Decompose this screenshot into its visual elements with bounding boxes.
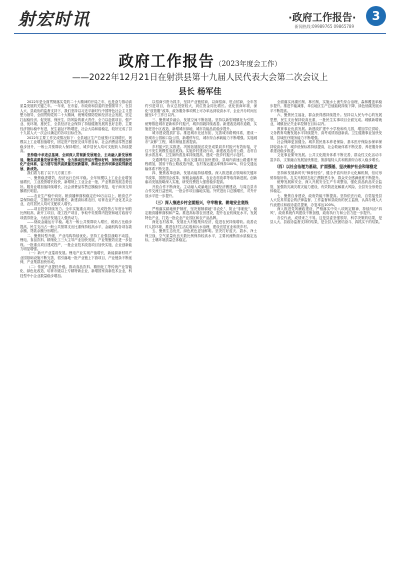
paragraph: 文化事业繁荣发展。公共文化服务体系不断完善，群众性文化活动丰富多彩，文旅融合发展加快推进，旅游接待人次和旅游综合收入稳步增长。	[270, 153, 382, 162]
paragraph: 五、聚焦生态优先，绿色底色更加鲜明。坚决打好蓝天、碧水、净土保卫战，空气质量优良天数比例保持较高水平，主要河流断面水质稳定达标，土壤环境质量总体稳定。	[145, 229, 257, 243]
paragraph: 2022年主要工作完成情况如下：全县地区生产总值预计实现增长，规模以上工业增加值增长，固定资产投资完成年度目标，社会消费品零售总额稳步回升，一般公共预算收入保持增长，城乡居民人均可支配收入持续提高。	[20, 135, 132, 153]
paragraph: 四、聚焦改革创新，发展动能持续增强。深入推进重点领域和关键环节改革，国资国企改革、财税金融改革、农业农村改革等取得新进展。创新驱动发展战略深入实施，研发经费投入强度稳步提高。	[145, 171, 257, 185]
paragraph: 七、聚焦自身建设，政府效能不断提高。坚持依法行政，自觉接受县人大及其常委会的法律监督、工作监督和县政协的民主监督，认真办理人大代表建议和政协委员提案，办复率达100%。	[270, 193, 382, 207]
paragraph: 教育事业优质发展。新建改扩建中小学校和幼儿园，增加学位供给，义务教育均衡发展水平持续提升，高考成绩再创新高。卫生健康事业加快发展，县域医疗服务能力不断增强。	[270, 126, 382, 140]
paragraph: 2022年是全面贯彻落实党的二十大精神的开局之年，也是奋力推动高质量发展的关键之年。一年来，在市委、市政府和县委的坚强领导下，在县人大、县政协的监督支持下，我们坚持以习近平新时代中国特色社会主义思想为指导，全面贯彻党的二十大精神，统筹疫情防控和经济社会发展，坚定扛起稳经济、促发展、保民生、防风险的重大责任，全力以赴抓项目、强产业、优环境、惠民生，全县经济社会保持了持续健康发展的良好态势，主要经济指标稳中有进，民生福祉不断增进，社会大局和谐稳定，较好完成了县十九届人大一次会议确定的各项目标任务。	[20, 100, 132, 136]
paragraph: 以招商引资为抓手，坚持产业链招商、以商招商、驻点招商，全年签约引进项目，协议总投资较大，到位资金同比增长。优化营商环境，深化“放管服”改革，政务服务事项网上可办率达到较高水平，企业开办时间压缩至1个工作日以内。	[145, 100, 257, 118]
report-title-text: 政府工作报告	[118, 52, 215, 70]
paragraph: 我们着力抓了以下几方面工作：	[27, 171, 75, 176]
article-column-3	[270, 100, 382, 550]
paragraph: 深化农村改革，发展壮大村级集体经济，促进农民持续增收。改善农村人居环境，推进农村生活垃圾和污水治理，建设宜居宜业和美乡村。	[145, 220, 257, 229]
report-byline: 县长 杨军佳	[178, 86, 222, 96]
article-column-1	[20, 100, 132, 550]
article-body	[20, 100, 382, 550]
paragraph: 开放合作不断深化。主动融入成渝地区双城经济圈建设，与周边县市合作交流日益密切，一批合作项目落地实施。外贸进出口总额增长，对外开放水平进一步提升。	[145, 184, 257, 198]
page-number-badge: 3	[366, 6, 386, 26]
paragraph: 二、聚焦转型升级，产业结构持续优化。坚持工业强县战略不动摇，锂电、食品饮料、精细化工三大主导产业加快发展，产业集聚效应进一步显现。一批重点项目建成投产，一批企业技术改造项目加快实施，企业创新能力明显增强。	[20, 233, 132, 251]
section-heading: （三）深入推进乡村全面振兴，守牢粮食、耕地安全底线	[153, 199, 249, 205]
paragraph: 六、聚焦民生福祉，群众获得感持续提升。坚持以人民为中心的发展思想，民生支出保持较高比重，一批民生实事项目全面完成。城镇新增就业，城镇登记失业率控制在目标以内。	[270, 113, 382, 127]
issue-info: 新闻热线:09989765 09865789	[294, 24, 354, 29]
paragraph: 坚持和发展新时代“枫桥经验”，健全矛盾纠纷多元化解机制，信访形势持续好转。扎实开展常态化扫黑除恶斗争，群众安全感满意度不断提升。	[270, 171, 382, 180]
paragraph: 社会保障更加健全。城乡居民基本养老保险、基本医疗保险参保率保持较高水平，城乡低保标准持续提高，社会救助体系不断完善，养老服务体系建设稳步推进。	[270, 140, 382, 153]
section-heading: （四）以社会治理为基础，扩面强基，坚决维护社会和谐稳定	[274, 164, 378, 170]
report-title	[0, 50, 400, 71]
report-subtitle: ——2022年12月21日在射洪县第十九届人民代表大会第二次会议上	[72, 73, 328, 83]
section-tag: ·政府工作报告·	[288, 13, 356, 24]
paragraph: 三、聚焦城乡融合，发展空间不断拓展。坚持以新型城镇化为引领，统筹推进城市更新和乡村振兴，城乡面貌持续改善。新建改造城市道路，实施老旧小区改造，新增城市绿地，城市功能品质稳步提升。	[145, 117, 257, 131]
paragraph: 深入推进党风廉政建设，严格落实中央八项规定精神，持续纠治“四风”，政府系统作风建设不断加强，政府执行力和公信力进一步提升。	[270, 206, 382, 216]
masthead	[0, 0, 400, 34]
paragraph: （二）传统产业提档升级。推动食品饮料、精细化工等传统产业智能化、绿色化改造，培育市级以上专精特新企业，新增国家高新技术企业，科技型中小企业数量稳步增加。	[20, 264, 132, 278]
article-column-2	[145, 100, 257, 550]
masthead-brand: 射宏时讯	[18, 10, 90, 30]
paragraph: 乡村振兴扎实推进。巩固拓展脱贫攻坚成果同乡村振兴有效衔接，守住不发生规模性返贫底线。实施乡村建设行动，新建改造农村公路，农村自来水普及率、卫生厕所普及率持续提高，建成一批乡村振兴示范村。	[145, 144, 257, 158]
paragraph: 城市建设提质扩容。推进城市北延东拓，完善城市路网体系，建成一批城市公园和口袋公园，新增停车位，城市综合承载能力不断增强。实施城市“双修”工程，城市颜值显著提高。	[145, 131, 257, 145]
paragraph: 全面落实河湖长制、林长制，实施水土流失综合治理，森林覆盖率稳步提升。推进节能减排，单位地区生产总值能耗持续下降，绿色低碳发展水平不断提高。	[270, 100, 382, 113]
paragraph: ——财政金融运行平稳。地方一般公共预算收入增长，税收占比稳步提高，民生支出占一般公共预算支出比重保持较高水平，金融机构各项存款余额、贷款余额分别增长。	[20, 220, 132, 234]
paragraph: 坚持稳中求进总基调，全面深入贯彻新发展理念，主动融入新发展格局，聚焦高质量发展首要任务，全力推动经济运行整体好转，加快建设现代化产业体系，奋力谱写射洪高质量发展新篇章，推动全县各项事业取得新进展、新成效。	[20, 153, 132, 171]
paragraph: ——项目投资持续发力。全年实施重点项目，完成投资占年度计划的比例较高，新开工项目，竣工投产项目，争取中央预算内投资和地方政府专项债券资金，为经济发展注入强劲动力。	[20, 206, 132, 220]
paragraph: 一、聚焦稳进增效，经济运行总体平稳。全年规模以上工业企业增加值增长，工业投资增长较快，新增规上工业企业一批，产业集群发展态势良好。服务业增加值持续增长，社会消费品零售总额稳步恢复，电子商务交易额增长明显。	[20, 175, 132, 194]
paragraph: 严格落实耕地保护制度，坚决遏制耕地“非农化”、防止“非粮化”，稳定粮食播种面积和产量。推进高标准农田建设，提升农业机械化水平。发展特色产业，打造一批农业产业园区和农产品品牌。	[145, 206, 257, 220]
paragraph: （一）新兴产业蓬勃发展。锂电产业实现产值增长，新能源新材料产业园基础设施不断完善，招引落地一批产业链上下游项目，产业链条不断延伸，产业集群加快形成。	[20, 251, 132, 265]
report-title-note: （2023年度会工作）	[214, 60, 282, 68]
paragraph: ——农业生产稳中向好。粮食播种面积稳定在90万亩以上，粮食总产量保持稳定，生猪出栏持续增长，新建高标准农田，培育农业产业化龙头企业，农村居民人均可支配收入增长。	[20, 193, 132, 207]
paragraph: 统筹发展和安全，深入开展安全生产专项整治，强化食品药品安全监管，加强防灾减灾救灾能力建设，有效防范化解重大风险，全县安全形势总体稳定。	[270, 180, 382, 194]
masthead-rule	[14, 33, 386, 34]
paragraph: 各位代表，成绩来之不易。这是县委坚强领导、科学决策的结果，是县人大、县政协监督支持的结果，是全县人民团结奋斗、真抓实干的结果。	[270, 215, 382, 225]
paragraph: 交通网络日益完善。重点交通项目加快建设，县域内高速公路通车里程增加，国省干线公路改造升级，农村客运通达率保持100%，综合交通运输体系不断完善。	[145, 157, 257, 171]
